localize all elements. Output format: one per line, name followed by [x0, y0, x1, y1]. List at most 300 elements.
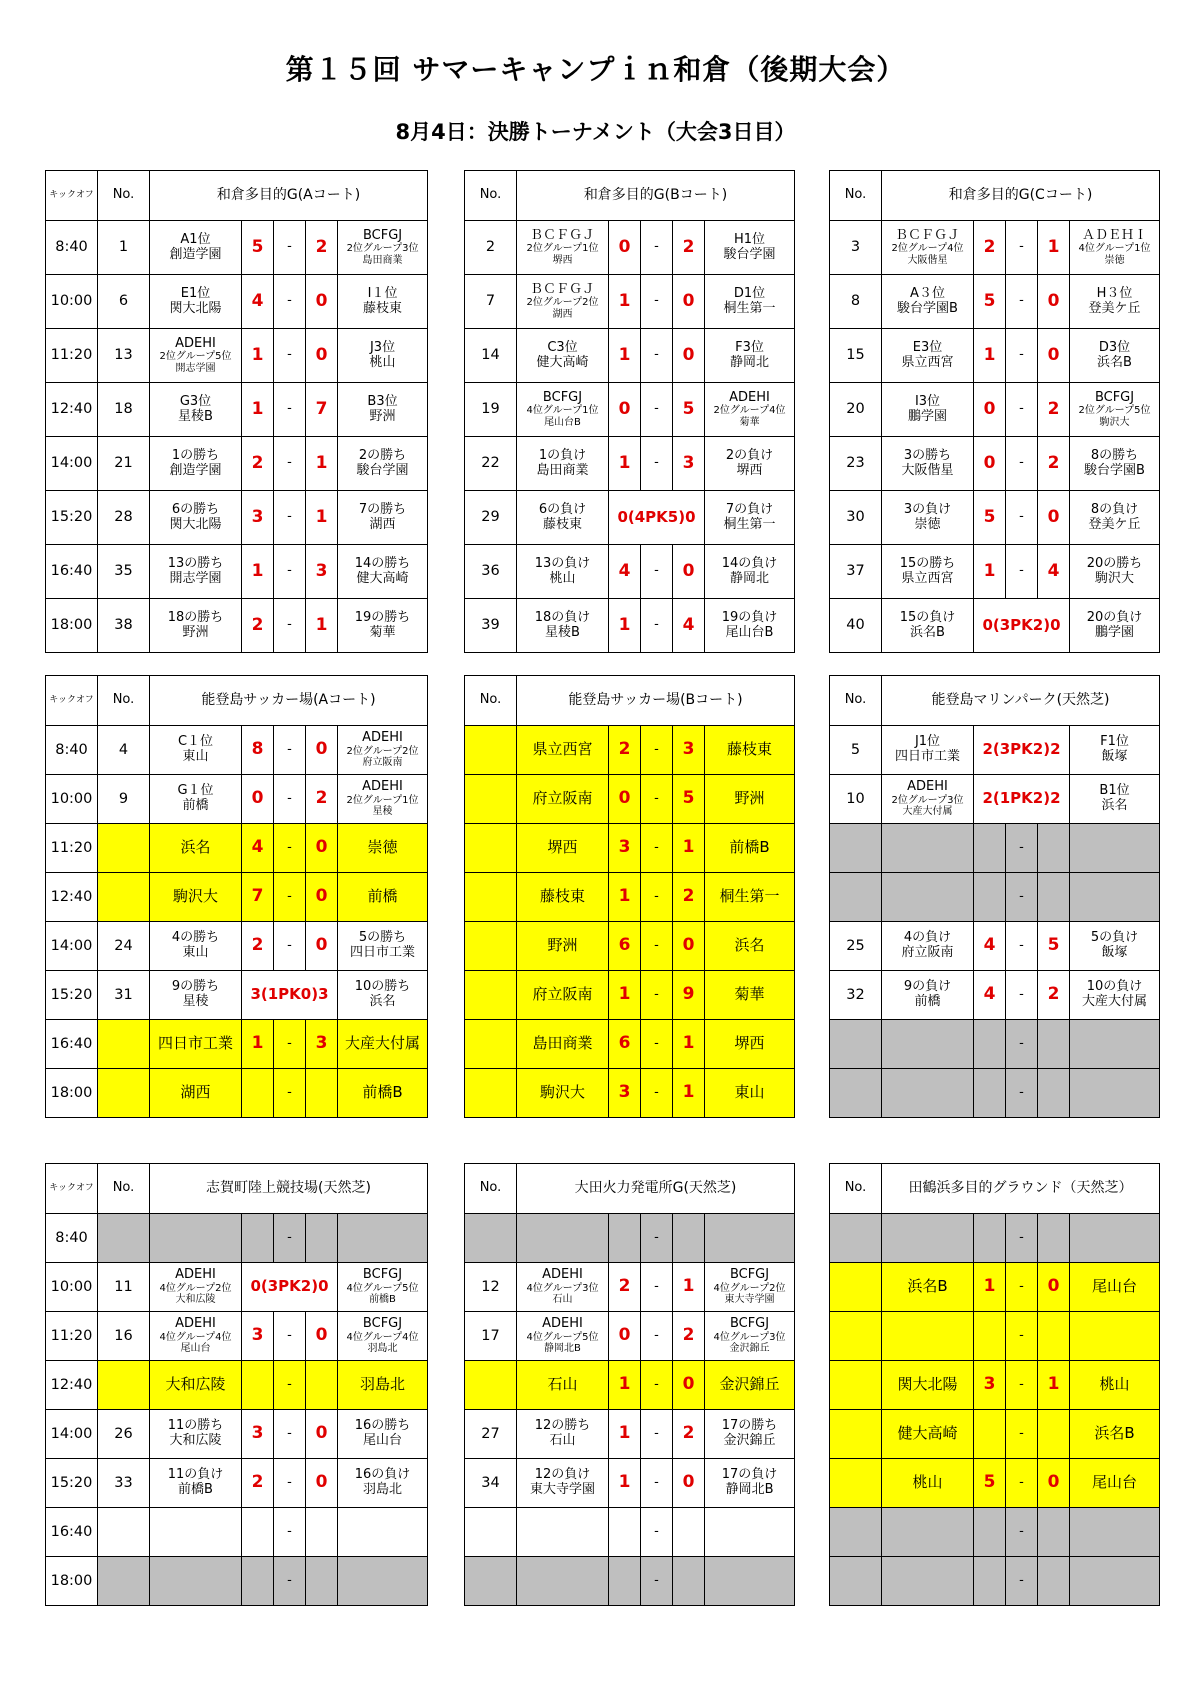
no-header: No. [830, 171, 882, 221]
match-number [98, 1361, 150, 1410]
no-header: No. [830, 676, 882, 726]
score-dash: - [641, 726, 673, 775]
venue-name: 能登島マリンパーク(天然芝) [882, 676, 1160, 726]
away-score: 0 [306, 1312, 338, 1361]
team-line: 府立阪南 [362, 757, 403, 769]
match-number [98, 873, 150, 922]
team-line: 東山 [182, 749, 209, 764]
away-score: 5 [673, 775, 705, 824]
team-line: 16の勝ち [354, 1418, 411, 1434]
kickoff-time: 12:40 [46, 873, 98, 922]
team-cell [1070, 1508, 1160, 1557]
pk-score: 2(3PK2)2 [974, 726, 1070, 775]
score-dash: - [1006, 545, 1038, 599]
team-line: 崇徳 [914, 516, 941, 532]
home-score [242, 1508, 274, 1557]
match-row [465, 221, 795, 275]
team-cell [150, 1410, 242, 1459]
team-line: 6の勝ち [171, 501, 220, 517]
team-line: B1位 [1099, 783, 1130, 799]
kickoff-time: 18:00 [46, 1069, 98, 1118]
match-row [465, 1020, 795, 1069]
team-line: 前橋B [369, 1294, 396, 1306]
team-line: 健大高崎 [536, 354, 589, 370]
team-cell [882, 437, 974, 491]
score-dash: - [274, 922, 306, 971]
match-number [830, 1410, 882, 1459]
team-cell [1070, 275, 1160, 329]
kickoff-time: 15:20 [46, 491, 98, 545]
team-line: 12の負け [534, 1467, 591, 1483]
score-dash: - [1006, 1069, 1038, 1118]
match-number: 31 [98, 971, 150, 1020]
home-score: 1 [609, 275, 641, 329]
match-number: 39 [465, 599, 517, 653]
home-score: 0 [974, 437, 1006, 491]
score-dash: - [641, 971, 673, 1020]
match-number: 23 [830, 437, 882, 491]
match-row [465, 824, 795, 873]
team-line: 2の負け [725, 447, 774, 463]
team-cell [517, 1557, 609, 1606]
score-dash: - [1006, 1410, 1038, 1459]
venue-name: 和倉多目的G(Cコート) [882, 171, 1160, 221]
team-line: 羽島北 [359, 1375, 405, 1394]
away-score: 0 [306, 275, 338, 329]
team-line: 東大寺学園 [724, 1294, 775, 1306]
score-dash: - [641, 1459, 673, 1508]
match-row [830, 922, 1160, 971]
home-score: 3 [609, 1069, 641, 1118]
home-score: 2 [974, 221, 1006, 275]
team-cell [882, 824, 974, 873]
home-score: 1 [242, 545, 274, 599]
team-cell [517, 275, 609, 329]
team-line: 登美ケ丘 [1088, 516, 1141, 532]
team-cell [517, 1361, 609, 1410]
team-line: 前橋B [362, 1083, 403, 1102]
venue-table [829, 170, 1160, 653]
match-number: 2 [465, 221, 517, 275]
team-line: A３位 [910, 285, 945, 301]
match-number: 13 [98, 329, 150, 383]
home-score [242, 1557, 274, 1606]
score-dash: - [641, 1312, 673, 1361]
team-cell [517, 1214, 609, 1263]
match-row [465, 1214, 795, 1263]
team-cell [705, 491, 795, 545]
venue-name: 能登島サッカー場(Aコート) [150, 676, 428, 726]
score-dash: - [274, 1508, 306, 1557]
score-dash: - [274, 329, 306, 383]
team-cell [882, 873, 974, 922]
score-dash: - [1006, 1459, 1038, 1508]
venue-name: 和倉多目的G(Aコート) [150, 171, 428, 221]
match-row [46, 1312, 428, 1361]
team-cell [705, 873, 795, 922]
team-line: 県立西宮 [901, 354, 954, 370]
match-row [830, 1312, 1160, 1361]
match-number: 27 [465, 1410, 517, 1459]
team-line: 野洲 [182, 624, 209, 640]
match-number: 21 [98, 437, 150, 491]
team-cell [517, 1312, 609, 1361]
team-line: J1位 [914, 734, 941, 750]
match-row [465, 1508, 795, 1557]
match-number: 8 [830, 275, 882, 329]
venue-name: 能登島サッカー場(Bコート) [517, 676, 795, 726]
team-line: 前橋 [367, 887, 398, 906]
match-number [830, 1361, 882, 1410]
home-score: 4 [609, 545, 641, 599]
home-score: 6 [609, 1020, 641, 1069]
team-line: 堺西 [734, 1034, 765, 1053]
team-line: ADEHI [542, 1316, 583, 1332]
away-score [1038, 1020, 1070, 1069]
team-line: 石山 [547, 1375, 578, 1394]
kickoff-time: 11:20 [46, 1312, 98, 1361]
team-cell [705, 1557, 795, 1606]
team-line: 大阪偕星 [901, 462, 954, 478]
team-line: 桐生第一 [723, 300, 776, 316]
team-cell [338, 1459, 428, 1508]
team-line: 浜名 [1101, 798, 1128, 813]
kickoff-header: キックオフ [46, 676, 98, 726]
match-number: 6 [98, 275, 150, 329]
match-row [46, 329, 428, 383]
home-score: 2 [242, 922, 274, 971]
kickoff-time: 14:00 [46, 922, 98, 971]
match-row [46, 383, 428, 437]
home-score: 5 [974, 275, 1006, 329]
team-cell [882, 1312, 974, 1361]
home-score [242, 1214, 274, 1263]
match-row [830, 1410, 1160, 1459]
team-cell [150, 1020, 242, 1069]
team-line: 尾山台B [725, 624, 774, 640]
kickoff-time: 18:00 [46, 599, 98, 653]
match-number: 5 [830, 726, 882, 775]
team-cell [882, 1263, 974, 1312]
away-score: 9 [673, 971, 705, 1020]
team-cell [1070, 726, 1160, 775]
team-line: ADEHI [907, 779, 948, 795]
team-line: D1位 [733, 285, 766, 301]
match-number [98, 1214, 150, 1263]
match-number: 9 [98, 775, 150, 824]
away-score: 0 [306, 873, 338, 922]
team-cell [150, 329, 242, 383]
team-cell [705, 221, 795, 275]
away-score [306, 1557, 338, 1606]
match-row [830, 1263, 1160, 1312]
team-cell [705, 726, 795, 775]
score-dash: - [274, 775, 306, 824]
away-score: 0 [306, 824, 338, 873]
score-dash: - [274, 824, 306, 873]
score-dash: - [1006, 873, 1038, 922]
match-row [830, 1557, 1160, 1606]
team-cell [517, 775, 609, 824]
team-cell [338, 545, 428, 599]
team-line: 四日市工業 [894, 749, 960, 764]
away-score: 0 [673, 275, 705, 329]
team-cell [705, 329, 795, 383]
home-score: 0 [242, 775, 274, 824]
match-row [46, 873, 428, 922]
match-number: 3 [830, 221, 882, 275]
team-line: BCFGJ [1094, 389, 1135, 405]
pk-score: 0(3PK2)0 [974, 599, 1070, 653]
team-line: 堺西 [547, 838, 578, 857]
team-cell [705, 1214, 795, 1263]
team-line: 金沢錦丘 [729, 1343, 770, 1355]
team-cell [705, 922, 795, 971]
match-number: 7 [465, 275, 517, 329]
team-line: 2位グループ4位 [891, 243, 964, 255]
score-dash: - [274, 1214, 306, 1263]
match-row [465, 1459, 795, 1508]
match-row [830, 383, 1160, 437]
score-dash: - [641, 1508, 673, 1557]
away-score: 2 [673, 1312, 705, 1361]
match-row [46, 824, 428, 873]
score-dash: - [274, 726, 306, 775]
header-row [465, 1164, 795, 1214]
home-score: 4 [974, 971, 1006, 1020]
team-line: 13の勝ち [167, 555, 224, 571]
team-line: 藤枝東 [542, 516, 582, 532]
team-line: 前橋B [178, 1482, 213, 1497]
away-score: 5 [673, 383, 705, 437]
team-cell [150, 1459, 242, 1508]
team-line: 20の負け [1086, 609, 1143, 625]
home-score [974, 1214, 1006, 1263]
match-row [830, 437, 1160, 491]
team-line: 17の勝ち [721, 1418, 778, 1434]
team-cell [882, 221, 974, 275]
team-line: 2位グループ5位 [1078, 405, 1151, 417]
score-dash: - [641, 275, 673, 329]
team-line: 尾山台B [544, 416, 581, 428]
team-cell [882, 329, 974, 383]
team-cell [882, 922, 974, 971]
team-line: 2位グループ2位 [346, 745, 419, 757]
team-line: 4位グループ3位 [713, 1331, 786, 1343]
venue-table [45, 1163, 428, 1606]
kickoff-header: キックオフ [46, 1164, 98, 1214]
match-number: 10 [830, 775, 882, 824]
team-cell [150, 221, 242, 275]
team-line: 駒沢大 [539, 1083, 585, 1102]
team-line: 大産大付属 [1082, 994, 1148, 1009]
home-score: 1 [974, 545, 1006, 599]
score-dash: - [274, 275, 306, 329]
team-line: 1の負け [538, 447, 587, 463]
team-cell [338, 599, 428, 653]
team-line: 鵬学園 [1095, 624, 1135, 640]
kickoff-time: 18:00 [46, 1557, 98, 1606]
match-number: 40 [830, 599, 882, 653]
team-line: 崇徳 [367, 838, 398, 857]
away-score: 4 [673, 599, 705, 653]
score-dash: - [274, 437, 306, 491]
team-line: 13の負け [534, 555, 591, 571]
team-cell [1070, 1263, 1160, 1312]
away-score [673, 1214, 705, 1263]
team-line: 5の勝ち [358, 930, 407, 946]
away-score [1038, 1508, 1070, 1557]
match-row [46, 545, 428, 599]
team-line: H３位 [1096, 285, 1133, 301]
team-line: 15の負け [899, 609, 956, 625]
team-cell [338, 383, 428, 437]
home-score [974, 1557, 1006, 1606]
away-score: 2 [673, 221, 705, 275]
match-row [830, 1020, 1160, 1069]
score-dash: - [1006, 1361, 1038, 1410]
score-dash: - [1006, 491, 1038, 545]
team-line: 飯塚 [1101, 749, 1128, 764]
away-score: 2 [1038, 383, 1070, 437]
kickoff-time: 8:40 [46, 1214, 98, 1263]
match-number [830, 873, 882, 922]
team-line: 駿台学園 [356, 462, 409, 478]
team-cell [517, 1020, 609, 1069]
match-number: 26 [98, 1410, 150, 1459]
kickoff-time: 16:40 [46, 1508, 98, 1557]
team-cell [150, 1263, 242, 1312]
no-header: No. [465, 1164, 517, 1214]
team-line: 関大北陽 [169, 516, 222, 532]
team-cell [1070, 1214, 1160, 1263]
header-row [46, 171, 428, 221]
team-line: 4位グループ3位 [526, 1282, 599, 1294]
venue-table [829, 675, 1160, 1118]
team-line: 15の勝ち [899, 555, 956, 571]
team-line: 桃山 [369, 354, 396, 370]
match-number [465, 873, 517, 922]
team-cell [338, 1557, 428, 1606]
away-score: 0 [1038, 491, 1070, 545]
team-line: 4位グループ2位 [713, 1282, 786, 1294]
team-cell [882, 775, 974, 824]
away-score: 0 [673, 329, 705, 383]
home-score [974, 1410, 1006, 1459]
team-cell [705, 383, 795, 437]
home-score: 1 [974, 1263, 1006, 1312]
team-line: 2の勝ち [358, 447, 407, 463]
team-line: ADEHI [362, 730, 403, 746]
home-score: 0 [609, 221, 641, 275]
away-score [1038, 1312, 1070, 1361]
team-cell [338, 1410, 428, 1459]
team-cell [517, 329, 609, 383]
away-score: 0 [306, 922, 338, 971]
team-cell [517, 1410, 609, 1459]
match-number [465, 1508, 517, 1557]
away-score: 1 [306, 437, 338, 491]
match-row [465, 545, 795, 599]
team-cell [1070, 545, 1160, 599]
home-score: 4 [242, 275, 274, 329]
team-line: F3位 [735, 339, 764, 355]
score-dash: - [274, 491, 306, 545]
kickoff-time: 10:00 [46, 775, 98, 824]
team-line: 2位グループ1位 [346, 794, 419, 806]
home-score: 7 [242, 873, 274, 922]
score-dash: - [1006, 1263, 1038, 1312]
team-line: 前橋B [729, 838, 770, 857]
venue-table [464, 675, 795, 1118]
match-row [830, 329, 1160, 383]
team-cell [150, 1069, 242, 1118]
team-cell [1070, 1312, 1160, 1361]
score-dash: - [1006, 275, 1038, 329]
team-cell [1070, 1069, 1160, 1118]
away-score: 0 [1038, 1263, 1070, 1312]
home-score: 1 [974, 329, 1006, 383]
team-cell [517, 1508, 609, 1557]
score-dash: - [641, 775, 673, 824]
away-score [306, 1361, 338, 1410]
team-line: ADEHI [175, 335, 216, 351]
team-line: 桃山 [549, 570, 576, 586]
away-score: 2 [1038, 437, 1070, 491]
away-score: 3 [673, 726, 705, 775]
team-cell [882, 1069, 974, 1118]
team-line: G１位 [177, 783, 214, 799]
team-line: 菊華 [734, 985, 765, 1004]
no-header: No. [830, 1164, 882, 1214]
team-cell [1070, 383, 1160, 437]
team-line: 浜名B [910, 624, 945, 640]
match-number [465, 824, 517, 873]
score-dash: - [1006, 221, 1038, 275]
home-score: 1 [242, 329, 274, 383]
team-line: 19の負け [721, 609, 778, 625]
kickoff-time: 8:40 [46, 221, 98, 275]
team-line: 静岡北 [730, 570, 770, 586]
header-row [465, 676, 795, 726]
team-line: 4位グループ4位 [159, 1331, 232, 1343]
team-cell [150, 726, 242, 775]
away-score [1038, 873, 1070, 922]
match-row [46, 971, 428, 1020]
match-number [98, 824, 150, 873]
match-number [830, 1312, 882, 1361]
header-row [830, 171, 1160, 221]
team-cell [517, 599, 609, 653]
venue-name: 志賀町陸上競技場(天然芝) [150, 1164, 428, 1214]
team-cell [150, 275, 242, 329]
team-line: 大和広陵 [175, 1294, 216, 1306]
away-score: 0 [306, 329, 338, 383]
match-row [830, 1214, 1160, 1263]
match-row [465, 873, 795, 922]
team-line: 桃山 [1099, 1375, 1130, 1394]
away-score: 1 [1038, 221, 1070, 275]
team-line: ＢＣＦＧＪ [894, 227, 960, 243]
home-score: 3 [242, 1410, 274, 1459]
team-line: BCFGJ [729, 1267, 770, 1283]
team-line: 浜名B [1097, 354, 1132, 370]
match-row [465, 1557, 795, 1606]
match-row [46, 726, 428, 775]
match-row [465, 599, 795, 653]
away-score: 4 [1038, 545, 1070, 599]
team-line: 藤枝東 [363, 300, 403, 316]
